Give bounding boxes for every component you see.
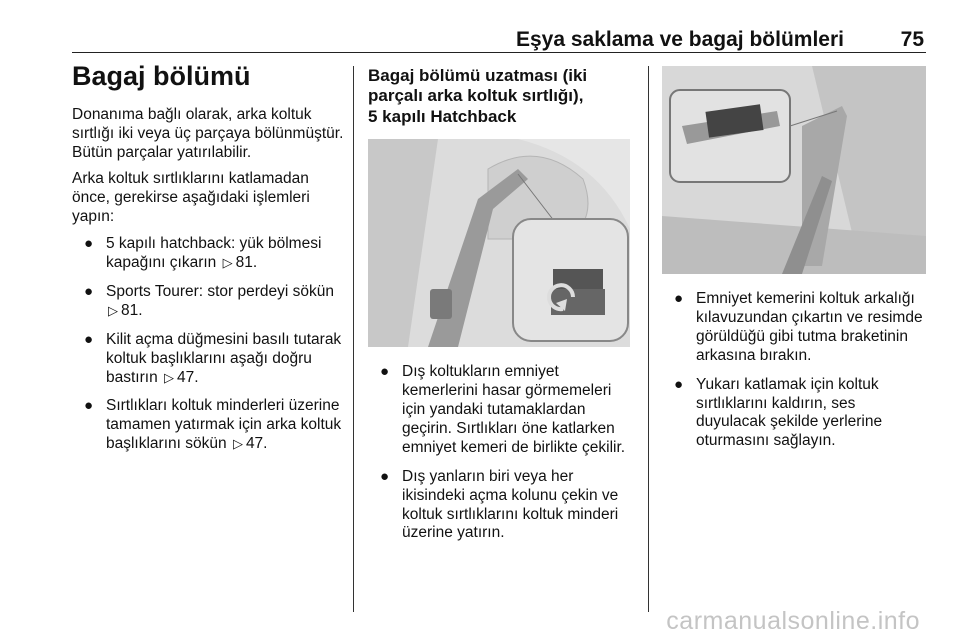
bullet-list bbox=[368, 363, 636, 543]
bullet-list bbox=[72, 235, 344, 454]
bullet-icon: ● bbox=[380, 467, 390, 485]
intro-paragraph: Donanıma bağlı olarak, arka koltuk sırtlığı iki veya üç parçaya bölünmüştür. Bütün parçalar yatırılabilir. bbox=[72, 105, 344, 161]
column-divider-2 bbox=[648, 66, 649, 612]
bullet-icon: ● bbox=[84, 397, 94, 415]
seatbelt-bracket-illustration bbox=[662, 66, 926, 274]
subsection-heading: Bagaj bölümü uzatması (iki parçalı arka koltuk sırtlığı), 5 kapılı Hatchback bbox=[368, 66, 588, 126]
bullet-icon: ● bbox=[380, 363, 390, 381]
triangle-arrow-icon: ▷ bbox=[232, 436, 243, 452]
list-item: ● Kilit açma düğmesini basılı tutarak koltuk başlıklarını aşağı doğru bastırın ▷ 47. bbox=[84, 330, 342, 386]
instruction-paragraph: Arka koltuk sırtlıklarını katlamadan önce, gerekirse aşağıdaki işlemleri yapın: bbox=[72, 170, 310, 226]
list-item: ● Dış koltukların emniyet kemerlerini hasar görmemeleri için yandaki tutamaklardan geçirin. Sırtlıkları öne katlarken emniyet kemeri de birlikte çekilir. bbox=[380, 363, 626, 456]
list-item: ● Sports Tourer: stor perdeyi sökün ▷ 81. bbox=[84, 282, 335, 319]
bullet-icon: ● bbox=[84, 330, 94, 348]
list-item: ● Dış yanların biri veya her ikisindeki açma kolunu çekin ve koltuk sırtlıklarını koltuk minderi üzerine yatırın. bbox=[380, 467, 619, 542]
list-item: ● 5 kapılı hatchback: yük bölmesi kapağını çıkarın ▷ 81. bbox=[84, 235, 322, 272]
page-number: 75 bbox=[900, 28, 924, 51]
seatbelt-illustration bbox=[368, 139, 630, 347]
triangle-arrow-icon: ▷ bbox=[164, 369, 175, 385]
list-item: ● Emniyet kemerini koltuk arkalığı kılavuzundan çıkartın ve resimde görüldüğü gibi tutma braketinin arkasına bırakın. bbox=[674, 290, 923, 364]
page-header bbox=[72, 22, 926, 53]
bullet-icon: ● bbox=[84, 235, 94, 253]
list-item: ● Yukarı katlamak için koltuk sırtlıklarını kaldırın, ses duyulacak şekilde yerlerine oturmasını sağlayın. bbox=[674, 375, 883, 450]
page-reference-link[interactable]: ▷ 47. bbox=[164, 368, 199, 386]
triangle-arrow-icon: ▷ bbox=[108, 302, 118, 318]
column-divider-1 bbox=[353, 66, 354, 612]
column-2 bbox=[368, 56, 636, 553]
page-reference-link[interactable]: ▷ 81. bbox=[222, 254, 258, 272]
section-heading: Bagaj bölümü bbox=[72, 61, 251, 91]
triangle-arrow-icon: ▷ bbox=[222, 255, 233, 271]
watermark: carmanualsonline.info bbox=[666, 607, 920, 635]
bullet-icon: ● bbox=[674, 375, 684, 393]
bullet-icon: ● bbox=[84, 282, 94, 300]
page-reference-link[interactable]: ▷ 81. bbox=[108, 301, 143, 319]
list-item: ● Sırtlıkları koltuk minderleri üzerine tamamen yatırmak için arka koltuk başlıklarını sökün ▷ 47. bbox=[84, 397, 342, 453]
header-title: Eşya saklama ve bagaj bölümleri bbox=[515, 28, 844, 51]
bullet-list bbox=[662, 290, 928, 451]
page-reference-link[interactable]: ▷ 47. bbox=[232, 435, 268, 453]
column-3 bbox=[662, 56, 928, 461]
column-1 bbox=[72, 56, 344, 464]
bullet-icon: ● bbox=[674, 290, 684, 307]
